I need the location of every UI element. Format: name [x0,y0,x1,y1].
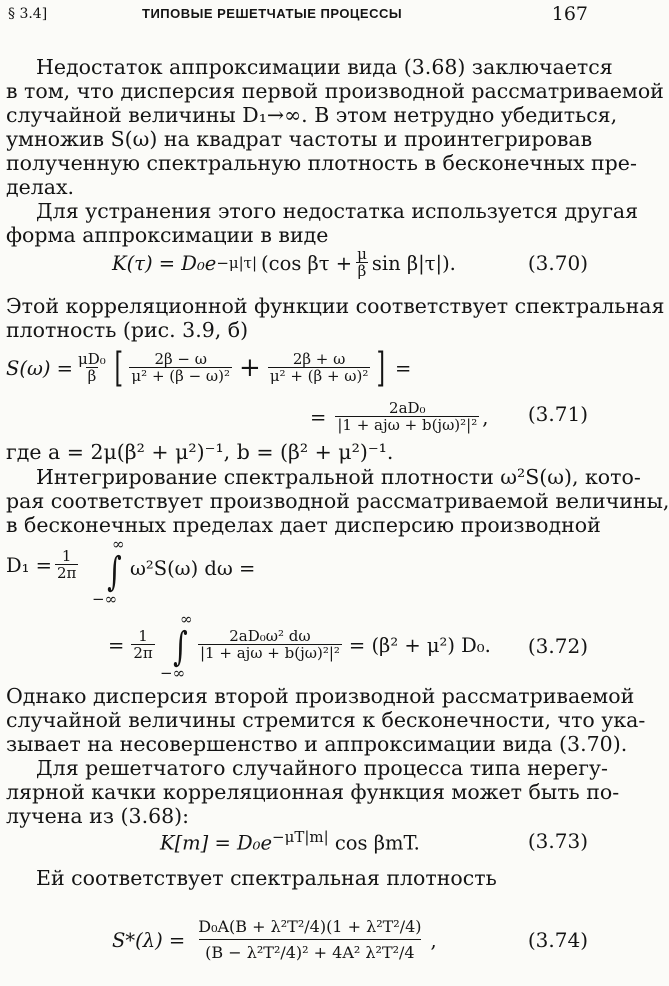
text-line: зывает на несовершенство и аппроксимации вида (3.70). [6,732,628,756]
equation-3-72-integrand [195,622,491,668]
text-line: Этой корреляционной функции соответствует спектральная [6,294,665,318]
integrand: ω²S(ω) dω = [130,557,256,580]
text-line: Недостаток аппроксимации вида (3.68) заключается [36,55,613,79]
equation-3-72-line1 [6,545,81,585]
fraction [268,351,371,386]
equation-number: (3.72) [527,634,588,658]
plus-sign: + [239,353,261,383]
equals-sign: = [108,633,125,657]
equation-number: (3.74) [527,928,588,952]
text-line: умножив S(ω) на квадрат частоты и проинтегрировав [6,127,593,151]
equation-3-73 [160,828,420,855]
text-line: рая соответствует производной рассматриваемой величины, [6,489,669,513]
equation-number: (3.70) [527,251,588,275]
lower-limit: −∞ [160,664,186,682]
bracket-close: ] [376,345,386,391]
eq-rest: cos βmT. [334,831,420,855]
page-number: 167 [551,3,588,25]
text-line: делах. [6,175,75,199]
fraction [129,351,232,386]
upper-limit: ∞ [112,535,125,553]
numerator: 2β + ω [292,349,346,368]
numerator: 1 [61,546,72,565]
text-line: лучена из (3.68): [6,804,190,828]
text-line: форма аппроксимации в виде [6,223,329,247]
numerator: 2aD₀ [389,398,426,417]
text-line: в бесконечных пределах дает дисперсию производной [6,513,601,537]
equation-3-74 [112,898,437,982]
eq-exponent: −μ|τ| [216,254,258,272]
fraction [76,351,108,386]
eq-lhs: D₁ = [6,553,52,577]
numerator: μ [357,244,367,263]
integral-sign: ∫ [173,624,188,670]
fraction [131,628,154,663]
upper-limit: ∞ [180,610,193,628]
section-marker: § 3.4] [8,6,48,22]
numerator: 1 [138,626,148,645]
numerator: 2β − ω [154,349,207,368]
equation-number: (3.73) [527,829,588,853]
text-line: случайной величины D₁→∞. В этом нетрудно убедиться, [6,103,618,127]
integral-sign: ∫ [107,549,122,595]
eq-part: sin β|τ|). [371,251,456,275]
denominator: |1 + ajω + b(jω)²|² [337,416,478,435]
equation-3-71-line1 [6,342,411,394]
text-line: полученную спектральную плотность в бесконечных пре- [6,151,637,175]
numerator: D₀A(B + λ²T²/4)(1 + λ²T²/4) [198,916,422,936]
denominator: |1 + ajω + b(jω)²|² [200,644,340,663]
eq-exponent: −μT|m| [272,828,329,846]
denominator: μ² + (β − ω)² [131,367,231,386]
lower-limit: −∞ [92,590,118,608]
eq-lhs: S(ω) = [6,356,74,380]
fraction [55,548,78,583]
text-line: Для устранения этого недостатка используется другая [36,199,639,223]
equation-number: (3.71) [527,402,588,426]
equals-sign: = [395,356,412,380]
text-line: плотность (рис. 3.9, б) [6,318,249,342]
equation-3-70 [112,243,456,283]
denominator: β [357,262,367,281]
denominator: 2π [57,564,77,583]
denominator: β [87,367,97,386]
equation-3-72-line2 [108,622,158,668]
denominator: μ² + (β + ω)² [269,367,369,386]
text-line: в том, что дисперсия первой производной рассматриваемой [6,79,664,103]
text-line: случайной величины стремится к бесконечности, что ука- [6,708,646,732]
fraction [192,914,427,967]
numerator: 2aD₀ω² dω [229,626,311,645]
text-line: Интегрирование спектральной плотности ω²S(ω), кото- [36,465,641,489]
text-line: где a = 2μ(β² + μ²)⁻¹, b = (β² + μ²)⁻¹. [6,440,394,464]
eq-lhs: K(τ) = D₀e [112,251,217,275]
text-line: Ей соответствует спектральная плотность [36,866,497,890]
numerator: μD₀ [78,349,106,368]
text-line: Однако дисперсия второй производной рассматриваемой [6,684,635,708]
denominator: 2π [133,644,153,663]
comma: , [430,928,437,952]
equals-sign: = [310,405,327,429]
eq-part: (cos βτ + [261,251,353,275]
eq-lhs: K[m] = D₀e [160,831,273,855]
bracket-open: [ [114,345,123,391]
running-title: ТИПОВЫЕ РЕШЕТЧАТЫЕ ПРОЦЕССЫ [142,6,403,21]
text-line: Для решетчатого случайного процесса типа нерегу- [36,756,608,780]
denominator: (B − λ²T²/4)² + 4A² λ²T²/4 [199,939,420,966]
fraction [198,628,342,663]
eq-result: = (β² + μ²) D₀. [348,633,491,657]
text-line: лярной качки корреляционная функция может быть по- [6,780,620,804]
fraction [335,400,479,435]
fraction [355,246,369,281]
eq-lhs: S*(λ) = [112,928,186,952]
comma: , [482,405,489,429]
equation-3-71-line2 [310,394,488,440]
